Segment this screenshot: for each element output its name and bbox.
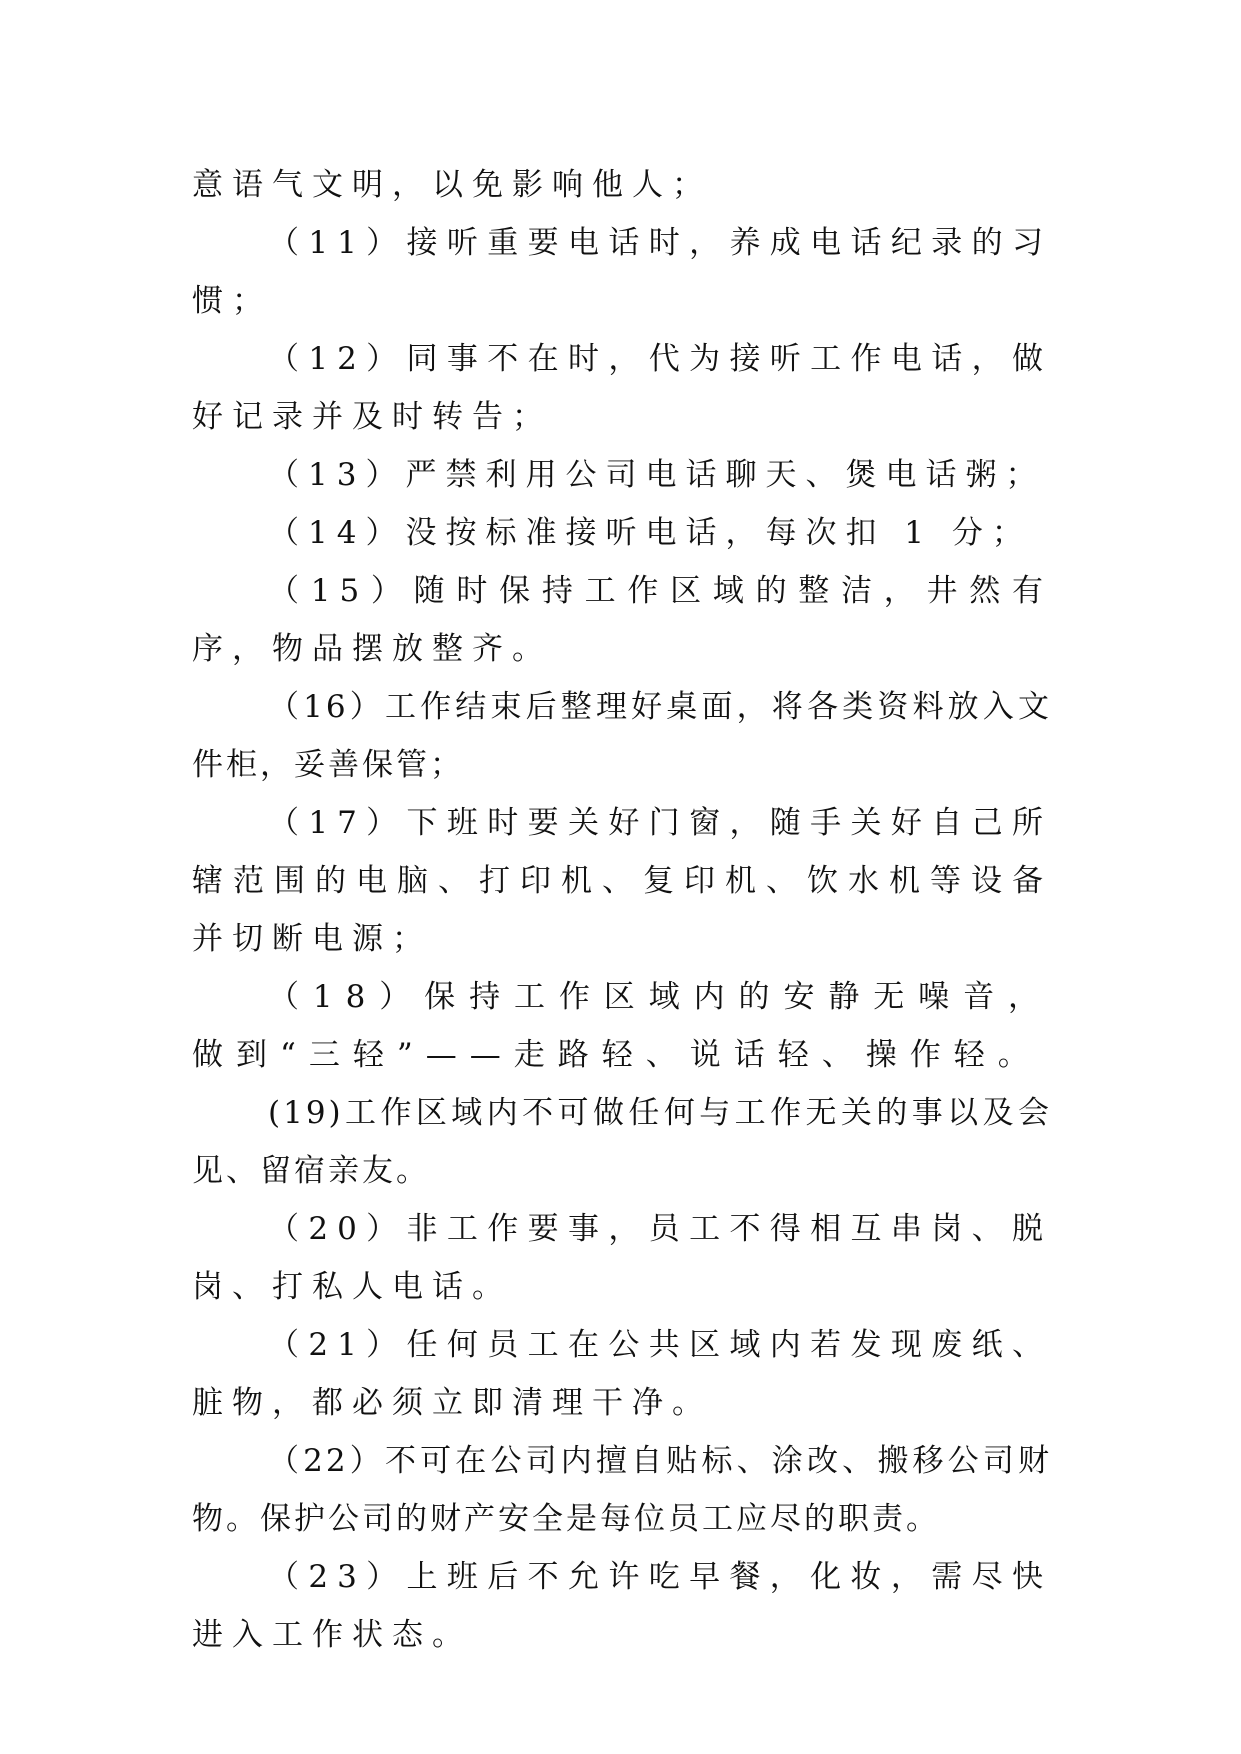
paragraph-item-19: (19)工作区域内不可做任何与工作无关的事以及会见、留宿亲友。 <box>192 1095 1052 1189</box>
paragraph-item-22: （22）不可在公司内擅自贴标、涂改、搬移公司财物。保护公司的财产安全是每位员工应尽的职责。 <box>192 1443 1052 1537</box>
paragraph-item-13: （13）严禁利用公司电话聊天、煲电话粥； <box>268 457 1046 493</box>
paragraph-item-17: （17）下班时要关好门窗，随手关好自己所辖范围的电脑、打印机、复印机、饮水机等设备并切断电源； <box>192 805 1052 957</box>
paragraph-item-11: （11）接听重要电话时，养成电话纪录的习惯； <box>192 225 1052 319</box>
paragraph-item-14: （14）没按标准接听电话，每次扣 1 分； <box>268 515 1032 551</box>
paragraph-item-20: （20）非工作要事，员工不得相互串岗、脱岗、打私人电话。 <box>192 1211 1052 1305</box>
paragraph-item-23: （23）上班后不允许吃早餐，化妆，需尽快进入工作状态。 <box>192 1559 1052 1653</box>
paragraph-item-18: （18）保持工作区域内的安静无噪音，做到“三轻”——走路轻、说话轻、操作轻。 <box>192 979 1052 1073</box>
document-body <box>192 156 1052 1664</box>
paragraph-item-15: （15）随时保持工作区域的整洁，井然有序，物品摆放整齐。 <box>192 573 1052 667</box>
paragraph-item-21: （21）任何员工在公共区域内若发现废纸、脏物，都必须立即清理干净。 <box>192 1327 1052 1421</box>
paragraph-item-16: （16）工作结束后整理好桌面，将各类资料放入文件柜，妥善保管； <box>192 689 1052 783</box>
paragraph-item-12: （12）同事不在时，代为接听工作电话，做好记录并及时转告； <box>192 341 1052 435</box>
paragraph-continuation: 意语气文明，以免影响他人； <box>192 167 712 203</box>
